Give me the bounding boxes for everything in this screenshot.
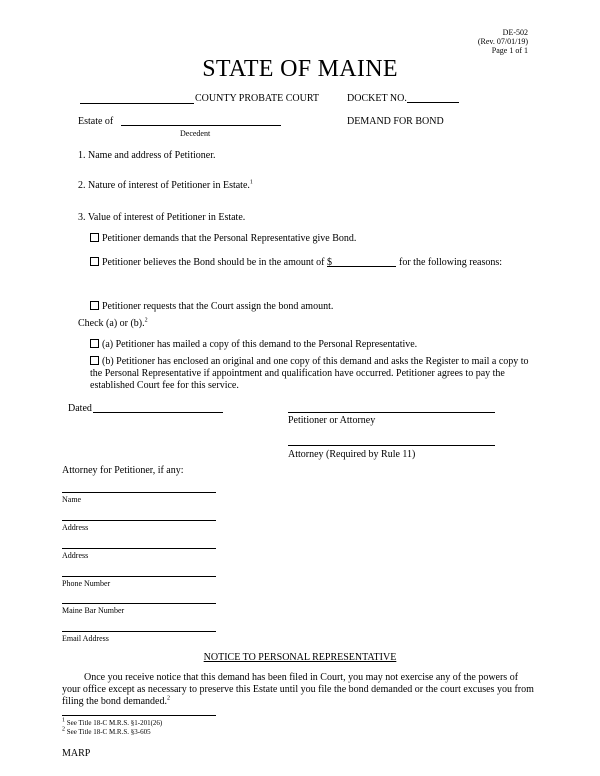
option-bond-amount[interactable] [90, 257, 332, 268]
attorney-email-line[interactable] [62, 631, 216, 632]
attorney-heading: Attorney for Petitioner, if any: [62, 465, 184, 476]
attorney-address2-label: Address [62, 551, 89, 560]
form-name: DEMAND FOR BOND [347, 116, 444, 127]
checkbox[interactable] [90, 301, 99, 310]
footer-marp: MARP [62, 748, 91, 759]
estate-name-blank[interactable] [121, 125, 281, 126]
check-instruction-text: Check (a) or (b). [78, 318, 145, 329]
notice-body [62, 672, 536, 708]
page-number: Page 1 of 1 [491, 46, 528, 55]
attorney-name-line[interactable] [62, 492, 216, 493]
option-label: (b) Petitioner has enclosed an original and one copy of this demand and asks the Register to mail a copy to the Personal Representative if appointment and qualification have occurred. Petitioner agrees to pay the established Court fee for this service. [90, 356, 529, 391]
option-label: Petitioner requests that the Court assign the bond amount. [102, 301, 334, 312]
docket-no-blank[interactable] [407, 102, 459, 103]
attorney-email-label: Email Address [62, 634, 109, 643]
attorney-phone-label: Phone Number [62, 579, 111, 588]
option-give-bond[interactable] [90, 233, 356, 244]
form-revision: (Rev. 07/01/19) [477, 37, 528, 46]
petitioner-signature-line[interactable] [288, 412, 495, 413]
footnote-text: See Title 18-C M.R.S. §1-201(26) [66, 719, 163, 727]
attorney-rule-label: Attorney (Required by Rule 11) [288, 449, 416, 460]
attorney-address-line[interactable] [62, 520, 216, 521]
option-b[interactable] [90, 356, 530, 392]
page-title: STATE OF MAINE [202, 56, 398, 82]
footnote-ref: 2 [144, 317, 148, 324]
attorney-signature-line[interactable] [288, 445, 495, 446]
option-a[interactable] [90, 339, 417, 350]
option-court-assign[interactable] [90, 301, 333, 312]
option-label: Petitioner believes the Bond should be in the amount of $ [102, 257, 332, 268]
decedent-label: Decedent [180, 129, 211, 138]
date-blank[interactable] [93, 412, 223, 413]
item-3: 3. Value of interest of Petitioner in Estate. [78, 212, 246, 223]
county-blank[interactable] [80, 103, 194, 104]
item-2-text: 2. Nature of interest of Petitioner in Estate. [78, 180, 250, 191]
footnote-ref: 1 [249, 179, 253, 186]
notice-heading: NOTICE TO PERSONAL REPRESENTATIVE [203, 652, 397, 663]
estate-of-label: Estate of [78, 116, 114, 127]
item-1: 1. Name and address of Petitioner. [78, 150, 216, 161]
checkbox[interactable] [90, 257, 99, 266]
county-probate-court-label: COUNTY PROBATE COURT [195, 93, 320, 104]
footnote-ref: 2 [166, 695, 170, 702]
option-amount-suffix: for the following reasons: [399, 257, 503, 268]
dated-label: Dated [68, 403, 92, 414]
footnote-number: 2 [62, 726, 65, 733]
attorney-bar-label: Maine Bar Number [62, 606, 125, 615]
petitioner-or-attorney-label: Petitioner or Attorney [288, 415, 376, 426]
option-label: (a) Petitioner has mailed a copy of this demand to the Personal Representative. [102, 339, 418, 350]
footnote-2 [62, 728, 151, 736]
bond-amount-blank[interactable] [327, 266, 396, 267]
footnote-1 [62, 719, 162, 727]
attorney-bar-line[interactable] [62, 603, 216, 604]
footnote-number: 1 [62, 717, 65, 724]
attorney-address-label: Address [62, 523, 89, 532]
footnote-separator [62, 715, 216, 716]
notice-body-text: Once you receive notice that this demand has been filed in Court, you may not exercise any of the powers of your office except as necessary to preserve this Estate until you file the bond demanded or the court excuses you from filing the bond demanded. [62, 672, 534, 707]
check-instruction [78, 318, 148, 329]
item-2 [78, 180, 253, 191]
form-number: DE-502 [502, 28, 528, 37]
checkbox[interactable] [90, 356, 99, 365]
checkbox[interactable] [90, 339, 99, 348]
docket-no-label: DOCKET NO. [347, 93, 407, 104]
option-label: Petitioner demands that the Personal Representative give Bond. [102, 233, 357, 244]
footnote-text: See Title 18-C M.R.S. §3-605 [66, 728, 151, 736]
checkbox[interactable] [90, 233, 99, 242]
attorney-phone-line[interactable] [62, 576, 216, 577]
attorney-address2-line[interactable] [62, 548, 216, 549]
attorney-name-label: Name [62, 495, 82, 504]
